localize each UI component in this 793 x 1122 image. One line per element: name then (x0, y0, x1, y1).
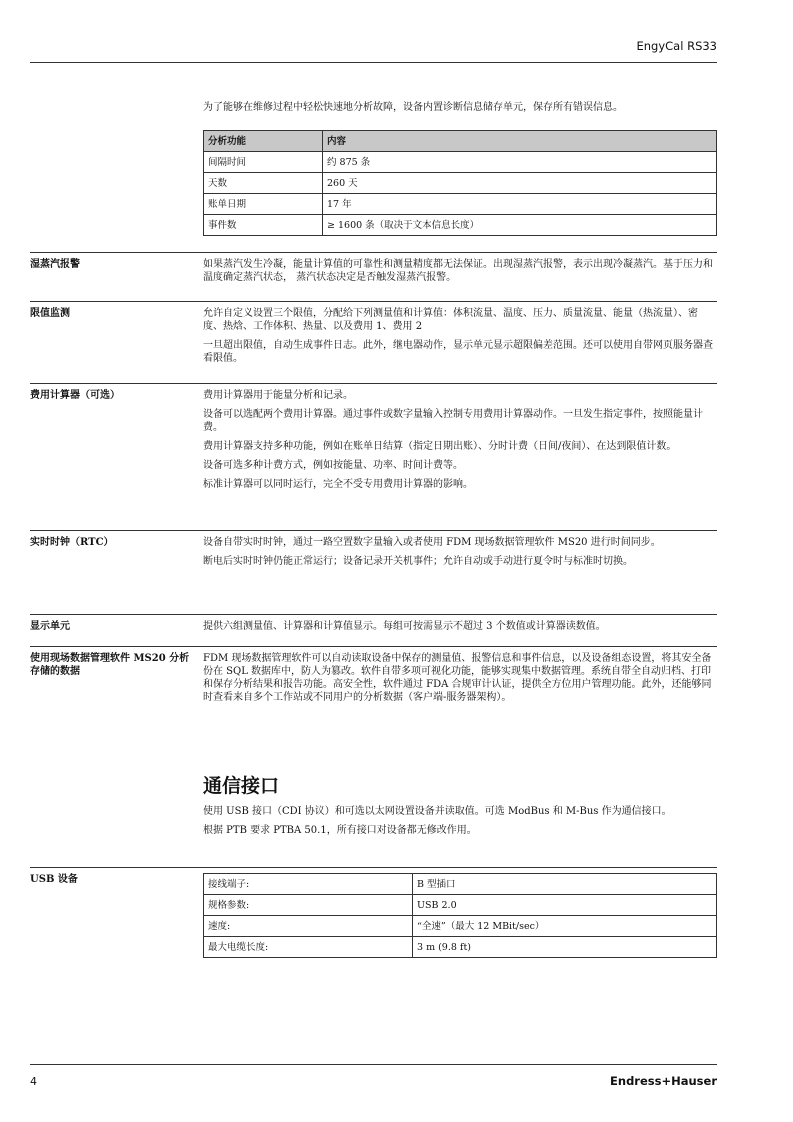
table-cell: 17 年 (323, 194, 717, 215)
section-paragraph: 费用计算器支持多种功能，例如在账单日结算（指定日期出账）、分时计费（日间/夜间）、在达到限值计数。 (203, 441, 677, 452)
section-body (203, 307, 717, 371)
table-row (204, 895, 717, 916)
section-label: 费用计算器（可选） (30, 390, 120, 401)
communication-paragraph: 根据 PTB 要求 PTBA 50.1，所有接口对设备都无修改作用。 (203, 825, 477, 836)
section-display-unit (30, 614, 717, 632)
communication-heading: 通信接口 (203, 775, 280, 797)
header-rule (30, 62, 717, 63)
section-label: 实时时钟（RTC） (30, 537, 114, 548)
section-paragraph: 如果蒸汽发生冷凝，能量计算值的可靠性和测量精度都无法保证。出现湿蒸汽报警，表示出现冷凝蒸汽。基于压力和温度确定蒸汽状态， 蒸汽状态决定是否触发湿蒸汽报警。 (203, 259, 713, 283)
table-row (204, 173, 717, 194)
table-header-cell: 内容 (323, 131, 717, 152)
section-real-time-clock (30, 530, 717, 567)
section-paragraph: 设备自带实时时钟，通过一路空置数字量输入或者使用 FDM 现场数据管理软件 MS20 进行时间同步。 (203, 537, 661, 548)
table-header-cell: 分析功能 (204, 131, 323, 152)
section-body (203, 620, 717, 639)
section-paragraph: 断电后实时时钟仍能正常运行；设备记录开关机事件；允许自动或手动进行夏令时与标准时切换。 (203, 556, 633, 567)
table-row (204, 194, 717, 215)
section-paragraph: 设备可以选配两个费用计算器。通过事件或数字量输入控制专用费用计算器动作。一旦发生指定事件，按照能量计费。 (203, 409, 703, 433)
section-rule (30, 646, 717, 647)
usb-spec-table (203, 873, 717, 958)
table-row (204, 937, 717, 958)
footer-rule (30, 1064, 717, 1065)
section-wet-steam-alarm (30, 252, 717, 283)
section-limit-monitoring (30, 301, 717, 364)
section-rule (30, 614, 717, 615)
document-title: EngyCal RS33 (636, 39, 717, 53)
table-cell: 接线端子: (204, 874, 413, 895)
brand-name: Endress+Hauser (610, 1074, 717, 1088)
communication-paragraph: 使用 USB 接口（CDI 协议）和可选以太网设置设备并读取值。可选 ModBus 和 M-Bus 作为通信接口。 (203, 806, 672, 817)
section-ms20-analysis (30, 646, 717, 703)
section-paragraph: 一旦超出限值，自动生成事件日志。此外，继电器动作，显示单元显示超限偏差范围。还可以使用自带网页服务器查看限值。 (203, 340, 713, 364)
section-paragraph: 费用计算器用于能量分析和记录。 (203, 390, 353, 401)
table-cell: 账单日期 (204, 194, 323, 215)
table-row (204, 874, 717, 895)
section-paragraph: 设备可选多种计费方式，例如按能量、功率、时间计费等。 (203, 460, 463, 471)
section-rule (30, 383, 717, 384)
table-cell: 间隔时间 (204, 152, 323, 173)
section-rule (30, 530, 717, 531)
section-body (203, 389, 717, 497)
section-label: 限值监测 (30, 308, 70, 319)
section-paragraph: 标准计算器可以同时运行，完全不受专用费用计算器的影响。 (203, 479, 473, 490)
table-cell: ≥ 1600 条（取决于文本信息长度） (323, 215, 717, 236)
diagnostics-table (203, 130, 717, 236)
section-label: 显示单元 (30, 621, 70, 632)
table-cell: “全速”（最大 12 MBit/sec） (413, 916, 717, 937)
table-row (204, 916, 717, 937)
communication-text (203, 805, 717, 843)
table-cell: 最大电缆长度: (204, 937, 413, 958)
intro-text: 为了能够在维修过程中轻松快速地分析故障，设备内置诊断信息储存单元，保存所有错误信息。 (203, 102, 623, 113)
table-cell: 规格参数: (204, 895, 413, 916)
table-header-row (204, 131, 717, 152)
section-label: 使用现场数据管理软件 MS20 分析存储的数据 (30, 653, 190, 677)
section-body (203, 652, 717, 710)
table-cell: 3 m (9.8 ft) (413, 937, 717, 958)
table-row (204, 215, 717, 236)
section-paragraph: 提供六组测量值、计算器和计算值显示。每组可按需显示不超过 3 个数值或计算器读数值。 (203, 621, 606, 632)
section-tariff-calculator (30, 383, 717, 490)
section-label: 湿蒸汽报警 (30, 259, 80, 270)
section-rule (30, 301, 717, 302)
table-row (204, 152, 717, 173)
table-cell: 约 875 条 (323, 152, 717, 173)
section-body (203, 258, 717, 290)
section-paragraph: 允许自定义设置三个限值，分配给下列测量值和计算值：体积流量、温度、压力、质量流量、能量（热流量）、密度、热焓、工作体积、热量、以及费用 1、费用 2 (203, 308, 698, 332)
table-cell: 天数 (204, 173, 323, 194)
section-paragraph: FDM 现场数据管理软件可以自动读取设备中保存的测量值、报警信息和事件信息，以及设备组态设置，将其安全备份在 SQL 数据库中，防人为篡改。软件自带多项可视化功能，能够实现集中数据管理。系统自带全自动归档、打印和保存分析结果和报告功能。高安全性，软件通过 FDA 合规审计认证，提供全方位用户管理功能。此外，还能够同时查看来自多个工作站或不同用户的分析数据（客户端-服务器架构）。 (203, 653, 712, 703)
table-cell: 260 天 (323, 173, 717, 194)
table-cell: 事件数 (204, 215, 323, 236)
table-cell: USB 2.0 (413, 895, 717, 916)
section-rule (30, 867, 717, 868)
section-rule (30, 252, 717, 253)
section-body (203, 536, 717, 574)
table-cell: B 型插口 (413, 874, 717, 895)
page-number: 4 (30, 1075, 37, 1088)
table-cell: 速度: (204, 916, 413, 937)
section-label: USB 设备 (30, 874, 78, 885)
